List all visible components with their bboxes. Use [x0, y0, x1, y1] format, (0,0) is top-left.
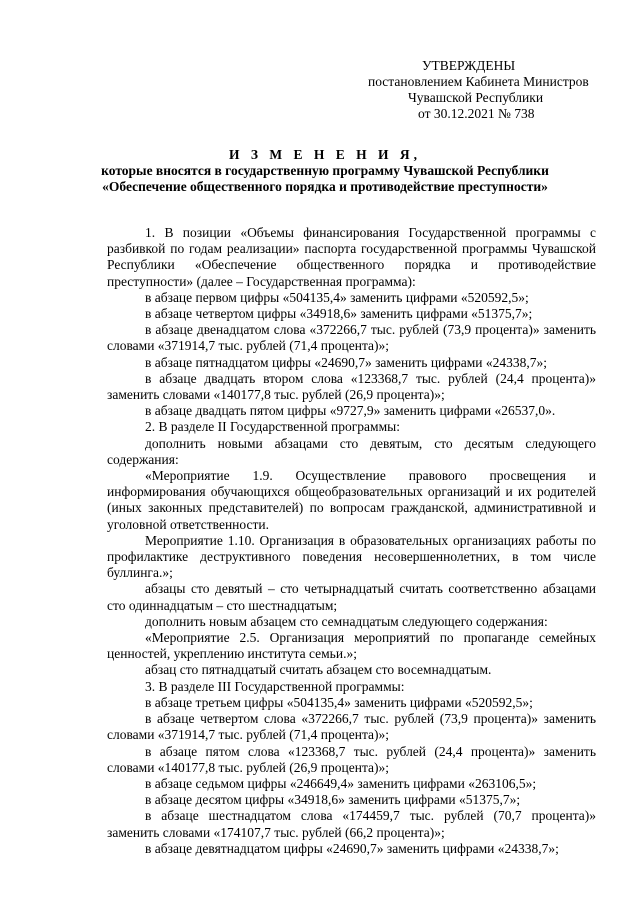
paragraph: дополнить новым абзацем сто семнадцатым следующего содержания: [145, 613, 548, 629]
approval-line-2: постановлением Кабинета Министров [368, 74, 589, 89]
paragraph: «Мероприятие 2.5. Организация мероприятий по пропаганде семейных ценностей, укреплению института семьи.»; [107, 630, 596, 662]
paragraph: «Мероприятие 1.9. Осуществление правового просвещения и информирования обучающихся общеобразовательных организаций и их родителей (иных законных представителей) по вопросам гражданской, административной и уголовной ответственности. [107, 468, 596, 532]
paragraph: в абзаце четвертом цифры «34918,6» заменить цифрами «51375,7»; [145, 306, 533, 322]
paragraph: в абзаце третьем цифры «504135,4» заменить цифрами «520592,5»; [145, 694, 533, 710]
paragraph: 1. В позиции «Объемы финансирования Государственной программы с разбивкой по годам реализации» паспорта государственной программы Чувашской Республики «Обеспечение общественного порядка и противодействие преступности» (далее – Государственная программа): [107, 225, 596, 289]
paragraph: в абзаце двадцать пятом цифры «9727,9» заменить цифрами «26537,0». [145, 403, 556, 419]
document-title [60, 147, 590, 195]
title-line-2: которые вносятся в государственную программу Чувашской Республики [101, 163, 549, 178]
paragraph: 2. В разделе II Государственной программы: [145, 419, 400, 435]
paragraph: в абзаце пятнадцатом цифры «24690,7» заменить цифрами «24338,7»; [145, 354, 548, 370]
document-body [107, 225, 596, 857]
paragraph: в абзаце седьмом цифры «246649,4» заменить цифрами «263106,5»; [145, 775, 537, 791]
paragraph: в абзаце десятом цифры «34918,6» заменить цифрами «51375,7»; [145, 792, 521, 808]
paragraph: в абзаце пятом слова «123368,7 тыс. рублей (24,4 процента)» заменить словами «140177,8 тыс. рублей (26,9 процента)»; [107, 743, 596, 775]
approval-stamp [340, 58, 620, 122]
paragraph: в абзаце девятнадцатом цифры «24690,7» заменить цифрами «24338,7»; [145, 840, 559, 856]
paragraph: 3. В разделе III Государственной программы: [145, 678, 405, 694]
approval-line-1: УТВЕРЖДЕНЫ [422, 58, 516, 73]
paragraph: в абзаце двадцать втором слова «123368,7 тыс. рублей (24,4 процента)» заменить словами «140177,8 тыс. рублей (26,9 процента)»; [107, 370, 596, 403]
approval-line-4: от 30.12.2021 № 738 [418, 106, 535, 121]
paragraph: Мероприятие 1.10. Организация в образовательных организациях работы по профилактике деструктивного поведения несовершеннолетних, в том числе буллинга.»; [107, 532, 596, 581]
title-heading: И З М Е Н Е Н И Я, [228, 147, 421, 162]
paragraph: в абзаце двенадцатом слова «372266,7 тыс. рублей (73,9 процента)» заменить словами «371914,7 тыс. рублей (71,4 процента)»; [107, 322, 596, 354]
paragraph: в абзаце первом цифры «504135,4» заменить цифрами «520592,5»; [145, 289, 529, 305]
paragraph: абзац сто пятнадцатый считать абзацем сто восемнадцатым. [145, 662, 492, 678]
paragraph: в абзаце шестнадцатом слова «174459,7 тыс. рублей (70,7 процента)» заменить словами «174107,7 тыс. рублей (66,2 процента)»; [107, 808, 596, 840]
paragraph: в абзаце четвертом слова «372266,7 тыс. рублей (73,9 процента)» заменить словами «371914,7 тыс. рублей (71,4 процента)»; [107, 711, 596, 743]
paragraph: абзацы сто девятый – сто четырнадцатый считать соответственно абзацами сто одиннадцатым – сто шестнадцатым; [107, 581, 596, 613]
approval-line-3: Чувашской Республики [408, 90, 544, 105]
paragraph: дополнить новыми абзацами сто девятым, сто десятым следующего содержания: [107, 435, 596, 467]
title-line-3: «Обеспечение общественного порядка и противодействие преступности» [102, 179, 548, 194]
